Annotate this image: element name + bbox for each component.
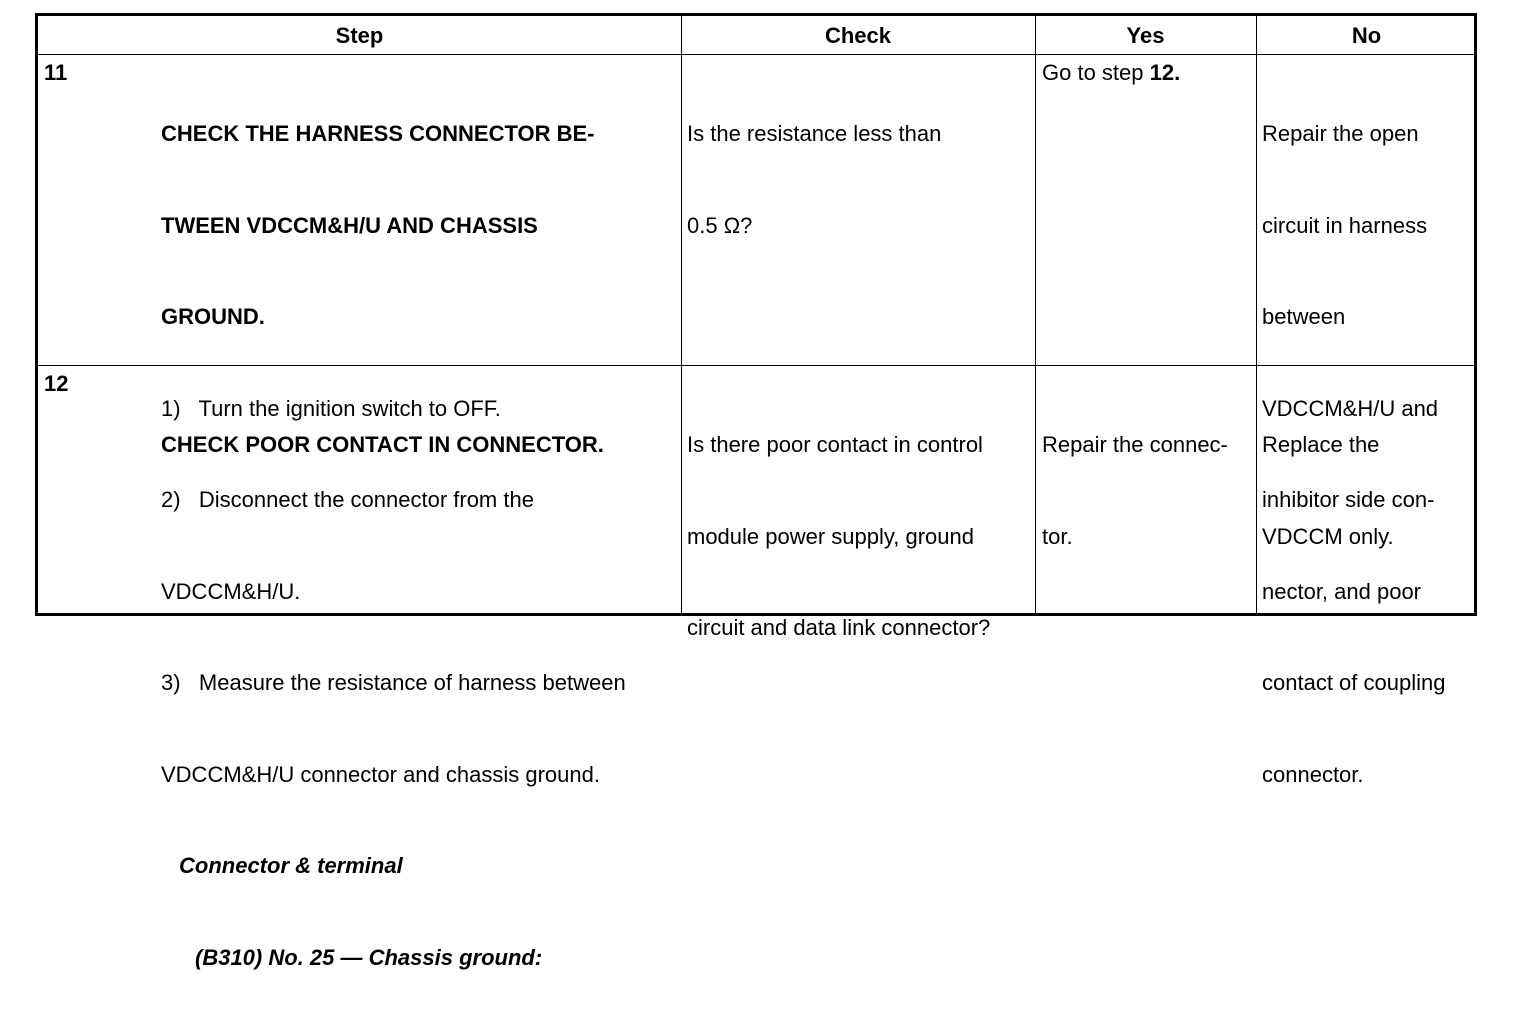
spec-label: Connector & terminal: [179, 853, 403, 878]
check-line: 0.5 Ω?: [687, 212, 753, 238]
no-line: between: [1262, 304, 1346, 329]
substep-line: 3) Measure the resistance of harness between: [161, 670, 626, 695]
no-line: circuit in harness: [1262, 212, 1428, 238]
column-divider: [1035, 16, 1036, 613]
no-text: [1262, 369, 1394, 613]
check-line: Is the resistance less than: [687, 121, 942, 146]
step-title-line: CHECK THE HARNESS CONNECTOR BE-: [161, 121, 595, 146]
yes-prefix: Go to step: [1042, 60, 1150, 85]
yes-text: [1042, 369, 1228, 613]
row-divider: [38, 54, 1474, 55]
no-line: Replace the: [1262, 432, 1380, 457]
check-text: [687, 58, 941, 302]
substep-line: 2) Disconnect the connector from the: [161, 487, 534, 512]
step-number: 12: [44, 371, 69, 396]
no-line: connector.: [1262, 761, 1364, 787]
yes-line: Repair the connec-: [1042, 432, 1228, 457]
no-line: inhibitor side con-: [1262, 487, 1435, 512]
check-text: [687, 369, 990, 705]
header-check: Check: [824, 23, 892, 48]
check-line: circuit and data link connector?: [687, 615, 991, 640]
step-number: 11: [44, 60, 68, 85]
no-line: Repair the open: [1262, 121, 1419, 146]
diagnostic-table: [35, 13, 1477, 970]
yes-text: [1042, 58, 1180, 89]
column-divider: [681, 16, 682, 613]
step-title-line: CHECK POOR CONTACT IN CONNECTOR.: [161, 432, 604, 457]
header-no: No: [1351, 23, 1382, 48]
no-line: VDCCM&H/U and: [1262, 395, 1439, 421]
check-line: module power supply, ground: [687, 523, 974, 549]
substep-line: 1) Turn the ignition switch to OFF.: [161, 395, 501, 421]
yes-step-ref: 12.: [1149, 60, 1181, 85]
spec-value: (B310) No. 25 — Chassis ground:: [195, 944, 543, 970]
step-title-line: TWEEN VDCCM&H/U AND CHASSIS: [161, 212, 538, 238]
substep-line: VDCCM&H/U.: [161, 578, 301, 604]
no-line: contact of coupling: [1262, 670, 1446, 695]
no-line: VDCCM only.: [1262, 523, 1394, 549]
check-line: Is there poor contact in control: [687, 432, 983, 457]
step-title-line: GROUND.: [161, 304, 265, 329]
step-description: [161, 58, 626, 1034]
yes-line: tor.: [1042, 523, 1073, 549]
column-divider: [1256, 16, 1257, 613]
substep-line: VDCCM&H/U connector and chassis ground.: [161, 761, 600, 787]
header-step: Step: [335, 23, 384, 48]
step-description: [161, 369, 604, 522]
no-line: nector, and poor: [1262, 578, 1422, 604]
header-yes: Yes: [1126, 23, 1165, 48]
